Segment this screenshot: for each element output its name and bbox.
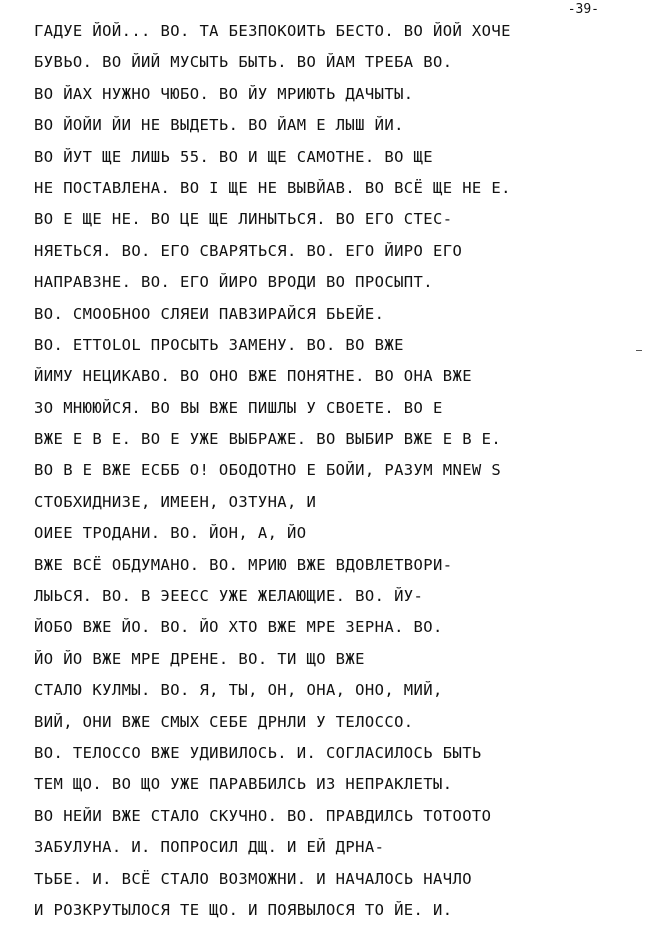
text-line-8: НЯЕТЬСЯ. ВО. ЕГО СВАРЯТЬСЯ. ВО. ЕГО ЙИРО ЕГО — [34, 241, 463, 260]
text-line-28: ТЬБЕ. И. ВСЁ СТАЛО ВОЗМОЖНИ. И НАЧАЛОСЬ НАЧЛО — [34, 869, 472, 888]
text-line-19: ЛЫЬСЯ. ВО. В ЭЕЕСС УЖЕ ЖЕЛАЮЩИЕ. ВО. ЙУ- — [34, 587, 424, 606]
handwritten-text-block — [34, 16, 612, 926]
text-line-4: ВО ЙОЙИ ЙИ НЕ ВЫДЕТЬ. ВО ЙАМ Е ЛЫШ ЙИ. — [34, 116, 404, 135]
text-line-2: БУВЬО. ВО ЙИЙ МУСЫТЬ БЫТЬ. ВО ЙАМ ТРЕБА ВО. — [34, 53, 453, 72]
text-line-24: ВО. ТЕЛОССО ВЖЕ УДИВИЛОСЬ. И. СОГЛАСИЛОСЬ БЫТЬ — [34, 743, 482, 762]
text-line-27: ЗАБУЛУНА. И. ПОПРОСИЛ ДЩ. И ЕЙ ДРНА- — [34, 838, 385, 857]
text-line-18: ВЖЕ ВСЁ ОБДУМАНО. ВО. МРИЮ ВЖЕ ВДОВЛЕТВОРИ- — [34, 555, 453, 574]
text-line-1: ГАДУЕ ЙОЙ... ВО. ТА БЕЗПОКОИТЬ БЕСТО. ВО ЙОЙ ХОЧЕ — [34, 22, 511, 40]
text-line-6: НЕ ПОСТАВЛЕНА. ВО І ЩЕ НЕ ВЫВЙАВ. ВО ВСЁ ЩЕ НЕ Е. — [34, 178, 511, 197]
text-line-29: И РОЗКРУТЫЛОСЯ ТЕ ЩО. И ПОЯВЫЛОСЯ ТО ЙЕ. И. — [34, 900, 453, 919]
text-line-20: ЙОБО ВЖЕ ЙО. ВО. ЙО ХТО ВЖЕ МРЕ ЗЕРНА. ВО. — [34, 618, 443, 637]
text-line-5: ВО ЙУТ ЩЕ ЛИШЬ 55. ВО И ЩЕ САМОТНЕ. ВО ЩE — [34, 147, 434, 166]
text-line-17: ОИЕЕ ТРОДАНИ. ВО. ЙОН, А, ЙО — [34, 524, 307, 543]
text-line-23: ВИЙ, ОНИ ВЖЕ СМЫХ СЕБЕ ДРНЛИ У ТЕЛОССО. — [34, 712, 414, 731]
text-line-9: НАПРАВЗНЕ. ВО. ЕГО ЙИРО ВРОДИ ВО ПРОСЫПТ. — [34, 273, 434, 292]
margin-mark — [636, 350, 642, 351]
text-line-13: ЗО МНЮЮЙСЯ. ВО ВЫ ВЖЕ ПИШЛЫ У СВОЕТЕ. ВО Е — [34, 398, 443, 417]
text-line-22: СТАЛО КУЛМЫ. ВО. Я, ТЫ, ОН, ОНА, ОНО, МИЙ, — [34, 681, 443, 700]
text-line-3: ВО ЙАХ НУЖНО ЧЮБО. ВО ЙУ МРИЮТЬ ДАЧЫТЫ. — [34, 84, 414, 103]
text-line-26: ВО НЕЙИ ВЖЕ СТАЛО СКУЧНО. ВО. ПРАВДИЛСЬ ТОТООТО — [34, 806, 492, 825]
text-line-15: ВО В Е ВЖЕ ЕСББ О! ОБОДОТНО Е БОЙИ, РАЗУМ MNEW S — [34, 461, 502, 480]
text-line-12: ЙИМУ НЕЦИКАВО. ВО ОНО ВЖЕ ПОНЯТНЕ. ВО ОНА ВЖЕ — [34, 367, 472, 386]
text-line-11: ВО. ETTOLOL ПРОСЫТЬ ЗАМЕНУ. ВО. ВО ВЖЕ — [34, 335, 404, 354]
text-line-25: ТЕМ ЩО. ВО ЩО УЖЕ ПАРАВБИЛСЬ ИЗ НЕПРАКЛЕТЫ. — [34, 775, 453, 794]
text-line-21: ЙО ЙО ВЖЕ МРЕ ДРЕНЕ. ВО. ТИ ЩO ВЖЕ — [34, 649, 365, 668]
page-number: -39- — [567, 2, 599, 17]
text-line-14: ВЖЕ Е В Е. ВО Е УЖЕ ВЫБРАЖЕ. ВО ВЫБИР ВЖЕ Е В Е. — [34, 430, 502, 449]
text-line-10: ВО. СМООБНОО СЛЯЕИ ПАВЗИРАЙСЯ БЬЕЙЕ. — [34, 304, 385, 323]
text-line-16: СТОБХИДНИЗЕ, ИМЕЕН, ОЗТУНА, И — [34, 492, 317, 511]
text-line-7: ВО Е ЩЕ НЕ. ВО ЦЕ ЩЕ ЛИНЫТЬСЯ. ВО ЕГО СТЕС- — [34, 210, 453, 229]
